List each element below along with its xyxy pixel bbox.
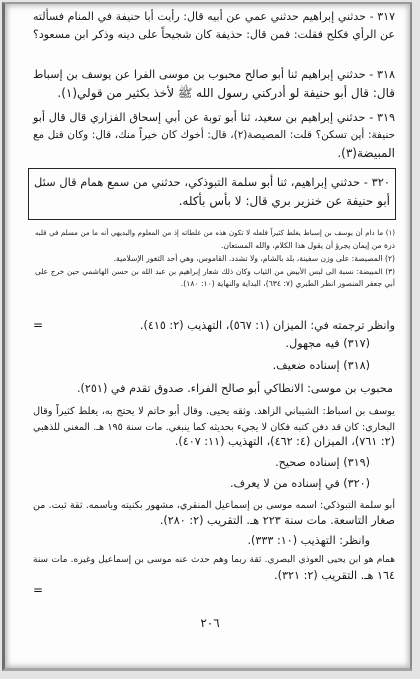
commentary-line bbox=[33, 513, 395, 528]
hadith-319-line-3 bbox=[33, 145, 395, 161]
footnote-1-line-1 bbox=[35, 228, 395, 239]
commentary-text: البخاري: كان قد دفن كتبه فكان لا يجيء بحديثه كما ينبغي. مات سنة ١٩٥ هـ. المغني للذهبي bbox=[33, 422, 395, 433]
commentary-text: همام هو ابن يحيى العوذي البصري. ثقة ربما وهم حدث عنه موسى بن إسماعيل وغيره. مات سنة bbox=[33, 555, 395, 565]
footnote-text: (٣) المبيضة: نسبة الى لبس الأبيض من الثياب وكان ذلك شعار إبراهيم بن عبد الله بن حسن الهاشمي حين خرج على bbox=[35, 267, 395, 276]
footnote-3-line-1 bbox=[35, 266, 395, 277]
footnote-text: ذرة من إيمان يجرؤ أن يقول هذا الكلام، والله المستعان. bbox=[221, 241, 395, 250]
hadith-text: ٣٢٠ - حدثني إبراهيم، ثنا أبو سلمة التبوذكي، حدثني من سمع همام قال سئل bbox=[34, 175, 390, 189]
commentary-text: (٣١٩) إسناده صحيح. bbox=[275, 456, 370, 469]
commentary-line bbox=[33, 420, 395, 435]
commentary-line bbox=[33, 498, 395, 513]
commentary-text: محبوب بن موسى: الانطاكي أبو صالح الفراء. صدوق تقدم في (٢٥١). bbox=[76, 382, 393, 395]
commentary-line bbox=[33, 533, 370, 548]
continuation-mark-bottom: = bbox=[33, 583, 44, 597]
commentary-line bbox=[33, 553, 395, 568]
commentary-text: صغار التاسعة. مات سنة ٢٢٣ هـ. التقريب (٢: ٢٨٠). bbox=[159, 514, 395, 527]
commentary-line bbox=[33, 404, 395, 419]
page-number: ٢٠٦ bbox=[200, 616, 220, 630]
hadith-text: المبيضة(٣). bbox=[337, 146, 395, 160]
commentary-text: (٢: ٧٦١)، الميزان (٤: ٤٦٢)، التهذيب (١١: ٤٠٧). bbox=[174, 435, 395, 448]
commentary-text: (٣١٧) فيه مجهول. bbox=[285, 337, 370, 350]
footnote-3-line-2 bbox=[35, 278, 395, 289]
commentary-line bbox=[33, 381, 393, 396]
commentary-line bbox=[33, 358, 370, 373]
commentary-line bbox=[33, 336, 370, 351]
hadith-318-line-1 bbox=[33, 67, 395, 83]
commentary-line bbox=[50, 318, 395, 333]
commentary-text: وانظر ترجمته في: الميزان (١: ٥٦٧)، التهذيب (٢: ٤١٥). bbox=[139, 319, 395, 332]
hadith-317-line-2 bbox=[33, 27, 395, 43]
commentary-text: (٣٢٠) في إسناده من لا يعرف. bbox=[229, 477, 370, 490]
hadith-text: ٣١٨ - حدثني إبراهيم ثنا أبو صالح محبوب بن موسى الفرا عن يوسف بن إسباط bbox=[33, 68, 395, 81]
commentary-line bbox=[33, 568, 395, 583]
footnote-2-line-1 bbox=[35, 253, 395, 264]
hadith-319-line-1 bbox=[33, 110, 395, 126]
hadith-text: أبو حنيفة عن خنزير بري قال: لا بأس بأكله. bbox=[178, 194, 390, 208]
commentary-line bbox=[33, 476, 370, 491]
commentary-text: يوسف بن اسباط: الشيباني الزاهد. وثقه يحيى. وقال أبو حاتم لا يحتج به، يغلط كثيراً وقال bbox=[33, 406, 395, 417]
commentary-text: ١٦٤ هـ. التقريب (٢: ٣٢١). bbox=[274, 569, 395, 582]
footnote-text: (٢) المصيصة: على وزن سفينة، بلد بالشام، ولا تشدد. القاموس، وهي أحد الثغور الإسلامية. bbox=[113, 254, 395, 263]
hadith-text: ٣١٩ - حدثني إبراهيم بن سعيد، ثنا أبو توبة عن أبي إسحاق الفزاري قال قال أبو bbox=[33, 111, 395, 124]
hadith-text: ٣١٧ - حدثني إبراهيم حدثني عمي عن أبيه قال: رأيت أبا حنيفة في المنام فسألته bbox=[33, 10, 395, 23]
footnote-text: (١) ما دام أن يوسف بن إسباط يغلط كثيراً فلعله لا تكون هذه من غلطاته إذ من المعلوم والبديهي أنه ما من مسلم في قلبه bbox=[35, 229, 395, 237]
hadith-318-line-2 bbox=[33, 85, 395, 101]
footnote-text: أبي جعفر المنصور انظر الطبري (٧: ٦٣٤)، البداية والنهاية (١٠: ١٨٠). bbox=[180, 279, 395, 288]
hadith-text: عن الرأي فكلح فقلت: فمن قال: حذيفة كان شجيحاً على دينه وذكر ابن مسعود؟ bbox=[33, 28, 395, 41]
commentary-text: (٣١٨) إسناده ضعيف. bbox=[272, 359, 370, 372]
hadith-320-line-1 bbox=[34, 174, 390, 190]
commentary-line bbox=[33, 434, 395, 449]
hadith-320-line-2 bbox=[34, 193, 390, 209]
hadith-text: حنيفة: أين تسكن؟ قلت: المصيصة(٢)، قال: أخوك كان خيراً منك، قال: وكان قتل مع bbox=[33, 129, 395, 141]
commentary-text: أبو سلمة التبوذكي: اسمه موسى بن إسماعيل المنقري، مشهور بكنيته وباسمه. ثقة ثبت. من bbox=[33, 500, 395, 511]
hadith-319-line-2 bbox=[33, 127, 395, 143]
commentary-text: وانظر: التهذيب (١٠: ٣٣٣). bbox=[247, 534, 370, 547]
continuation-mark-top: = bbox=[33, 318, 44, 332]
hadith-text: قال: قال أبو حنيفة لو أدركني رسول الله ﷺ لأخذ بكثير من قولي(١). bbox=[57, 86, 395, 100]
hadith-317-line-1 bbox=[33, 9, 395, 25]
footnote-1-line-2 bbox=[35, 240, 395, 251]
commentary-line bbox=[33, 455, 370, 470]
